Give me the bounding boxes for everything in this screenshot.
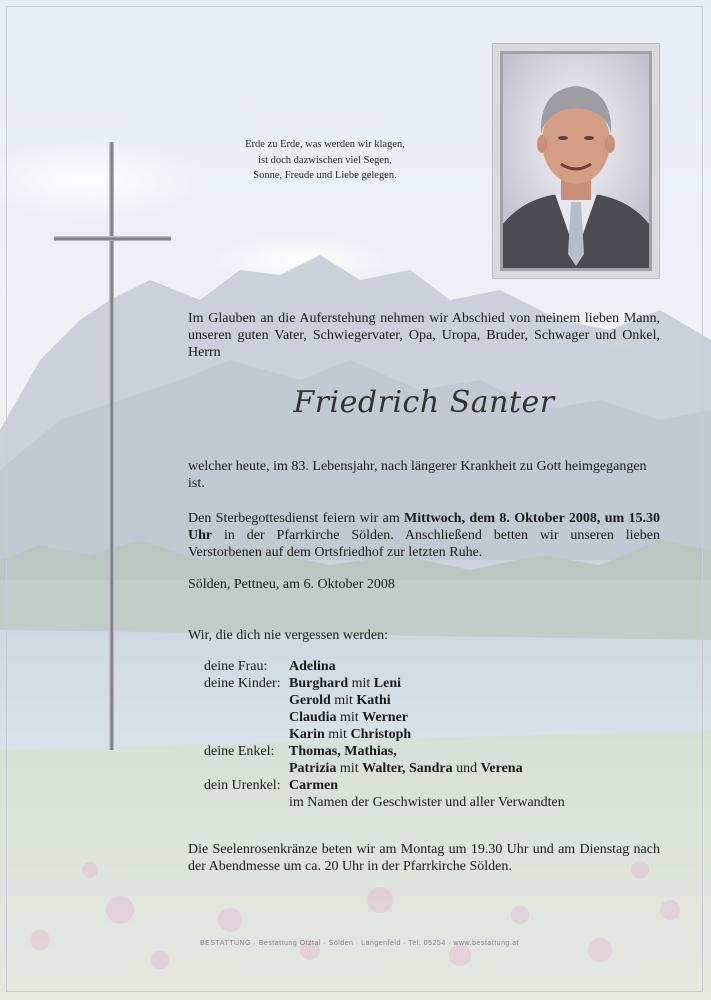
- funeral-home-footer: BESTATTUNG · Bestattung Ötztal · Sölden · Längenfeld · Tel. 05254 · www.bestattung.at: [200, 940, 520, 947]
- family-partner: Walter, Sandra: [362, 761, 453, 776]
- verse-line: Erde zu Erde, was werden wir klagen,: [245, 139, 405, 150]
- family-name: Patrizia: [289, 761, 337, 776]
- portrait-photo: [500, 51, 652, 271]
- service-date-bold: Mittwoch, dem 8. Oktober 2008, um 15.30 Uhr: [188, 511, 660, 543]
- mourners-intro: Wir, die dich nie vergessen werden:: [188, 628, 388, 643]
- family-partner: Verena: [480, 761, 523, 776]
- intro-paragraph: Im Glauben an die Auferstehung nehmen wir Abschied von meinem lieben Mann, unseren guten Vater, Schwiegervater, Opa, Uropa, Bruder, Schwager und Onkel, Herrn: [188, 311, 660, 360]
- family-partner: Kathi: [356, 693, 391, 708]
- family-name: Carmen: [289, 778, 338, 793]
- verse-line: Sonne, Freude und Liebe gelegen.: [253, 170, 397, 181]
- service-text-pre: Den Sterbegottesdienst feiern wir am: [188, 511, 405, 526]
- family-name: Burghard: [289, 676, 349, 691]
- family-label: deine Enkel:: [204, 744, 275, 759]
- family-connector: mit: [339, 761, 359, 776]
- family-connector: mit: [334, 693, 353, 708]
- family-name: Karin: [289, 727, 325, 742]
- deceased-name: Friedrich Santer: [293, 385, 555, 420]
- family-partner: Christoph: [350, 727, 412, 742]
- family-name: Claudia: [289, 710, 337, 725]
- funeral-service-paragraph: [188, 510, 660, 561]
- family-connector: mit: [328, 727, 347, 742]
- cross-horizontal-beam: [54, 236, 171, 241]
- family-connector: mit: [339, 710, 359, 725]
- rosary-paragraph: Die Seelenrosenkränze beten wir am Montag um 19.30 Uhr und am Dienstag nach der Abendmesse um ca. 20 Uhr in der Pfarrkirche Sölden.: [188, 842, 660, 874]
- family-connector: mit: [351, 676, 371, 691]
- family-label: deine Kinder:: [204, 676, 281, 691]
- family-connector: und: [456, 761, 478, 776]
- place-and-date: Sölden, Pettneu, am 6. Oktober 2008: [188, 577, 395, 592]
- verse: [200, 137, 450, 184]
- family-partner: Werner: [362, 710, 409, 725]
- family-closing: im Namen der Geschwister und aller Verwandten: [289, 795, 565, 810]
- verse-line: ist doch dazwischen viel Segen,: [258, 154, 392, 166]
- family-name: Thomas, Mathias,: [289, 744, 397, 759]
- death-notice: welcher heute, im 83. Lebensjahr, nach längerer Krankheit zu Gott heimgegangen ist.: [188, 459, 647, 491]
- family-partner: Leni: [373, 676, 402, 691]
- service-text-post: in der Pfarrkirche Sölden. Anschließend betten wir unseren lieben Verstorbenen auf dem Ortsfriedhof zur letzten Ruhe.: [188, 528, 660, 560]
- family-label: dein Urenkel:: [204, 778, 281, 793]
- cross-vertical-beam: [109, 142, 114, 750]
- family-label: deine Frau:: [204, 659, 268, 674]
- family-name: Adelina: [289, 659, 336, 674]
- family-name: Gerold: [289, 693, 331, 708]
